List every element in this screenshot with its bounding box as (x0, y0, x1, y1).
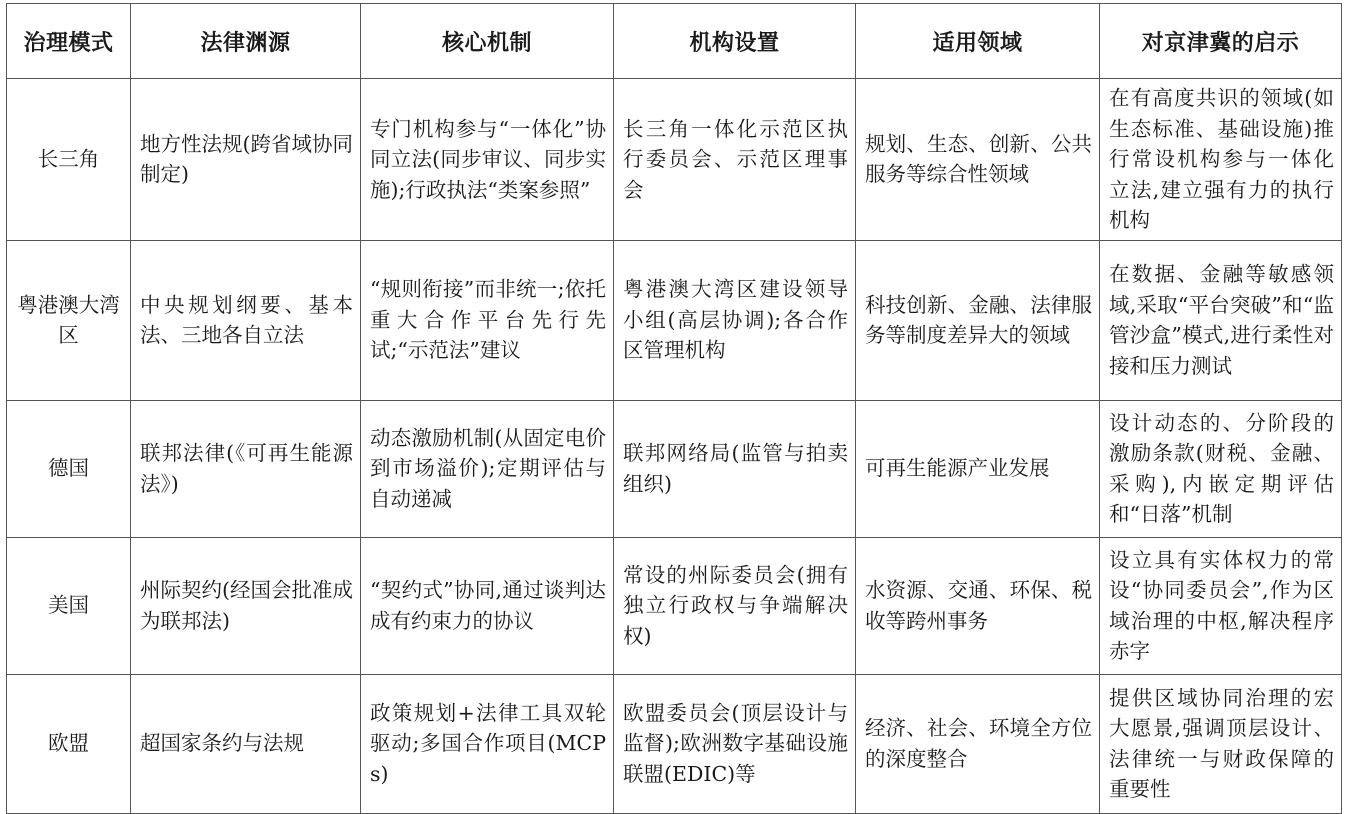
header-institution: 机构设置 (614, 4, 856, 79)
header-core-mechanism: 核心机制 (361, 4, 614, 79)
cell-mode: 美国 (7, 537, 131, 674)
cell-implication: 设计动态的、分阶段的激励条款(财税、金融、采购),内嵌定期评估和“日落”机制 (1100, 400, 1342, 537)
table-row (7, 240, 1342, 400)
table-row (7, 400, 1342, 537)
cell-mode: 长三角 (7, 79, 131, 241)
table-row (7, 674, 1342, 813)
header-governance-mode: 治理模式 (7, 4, 131, 79)
comparison-table-container (6, 3, 1341, 809)
cell-implication: 在数据、金融等敏感领域,采取“平台突破”和“监管沙盒”模式,进行柔性对接和压力测试 (1100, 240, 1342, 400)
header-implication: 对京津冀的启示 (1100, 4, 1342, 79)
table-row (7, 79, 1342, 241)
cell-mode: 欧盟 (7, 674, 131, 813)
cell-legal-source: 超国家条约与法规 (131, 674, 361, 813)
table-row (7, 537, 1342, 674)
cell-implication: 设立具有实体权力的常设“协同委员会”,作为区域治理的中枢,解决程序赤字 (1100, 537, 1342, 674)
cell-legal-source: 联邦法律(《可再生能源法》) (131, 400, 361, 537)
cell-scope: 科技创新、金融、法律服务等制度差异大的领域 (856, 240, 1100, 400)
cell-legal-source: 地方性法规(跨省域协同制定) (131, 79, 361, 241)
table-body (7, 79, 1342, 814)
cell-mode: 粤港澳大湾区 (7, 240, 131, 400)
cell-core-mechanism: 动态激励机制(从固定电价到市场溢价);定期评估与自动递减 (361, 400, 614, 537)
header-legal-source: 法律渊源 (131, 4, 361, 79)
cell-core-mechanism: “规则衔接”而非统一;依托重大合作平台先行先试;“示范法”建议 (361, 240, 614, 400)
cell-institution: 常设的州际委员会(拥有独立行政权与争端解决权) (614, 537, 856, 674)
header-scope: 适用领域 (856, 4, 1100, 79)
cell-scope: 水资源、交通、环保、税收等跨州事务 (856, 537, 1100, 674)
cell-implication: 在有高度共识的领域(如生态标准、基础设施)推行常设机构参与一体化立法,建立强有力的执行机构 (1100, 79, 1342, 241)
cell-legal-source: 州际契约(经国会批准成为联邦法) (131, 537, 361, 674)
table-header (7, 4, 1342, 79)
cell-scope: 规划、生态、创新、公共服务等综合性领域 (856, 79, 1100, 241)
cell-legal-source: 中央规划纲要、基本法、三地各自立法 (131, 240, 361, 400)
cell-core-mechanism: “契约式”协同,通过谈判达成有约束力的协议 (361, 537, 614, 674)
cell-institution: 联邦网络局(监管与拍卖组织) (614, 400, 856, 537)
header-row (7, 4, 1342, 79)
cell-institution: 长三角一体化示范区执行委员会、示范区理事会 (614, 79, 856, 241)
cell-scope: 可再生能源产业发展 (856, 400, 1100, 537)
cell-core-mechanism: 政策规划+法律工具双轮驱动;多国合作项目(MCPs) (361, 674, 614, 813)
cell-core-mechanism: 专门机构参与“一体化”协同立法(同步审议、同步实施);行政执法“类案参照” (361, 79, 614, 241)
cell-institution: 粤港澳大湾区建设领导小组(高层协调);各合作区管理机构 (614, 240, 856, 400)
governance-comparison-table (6, 3, 1342, 814)
cell-institution: 欧盟委员会(顶层设计与监督);欧洲数字基础设施联盟(EDIC)等 (614, 674, 856, 813)
cell-implication: 提供区域协同治理的宏大愿景,强调顶层设计、法律统一与财政保障的重要性 (1100, 674, 1342, 813)
cell-scope: 经济、社会、环境全方位的深度整合 (856, 674, 1100, 813)
cell-mode: 德国 (7, 400, 131, 537)
